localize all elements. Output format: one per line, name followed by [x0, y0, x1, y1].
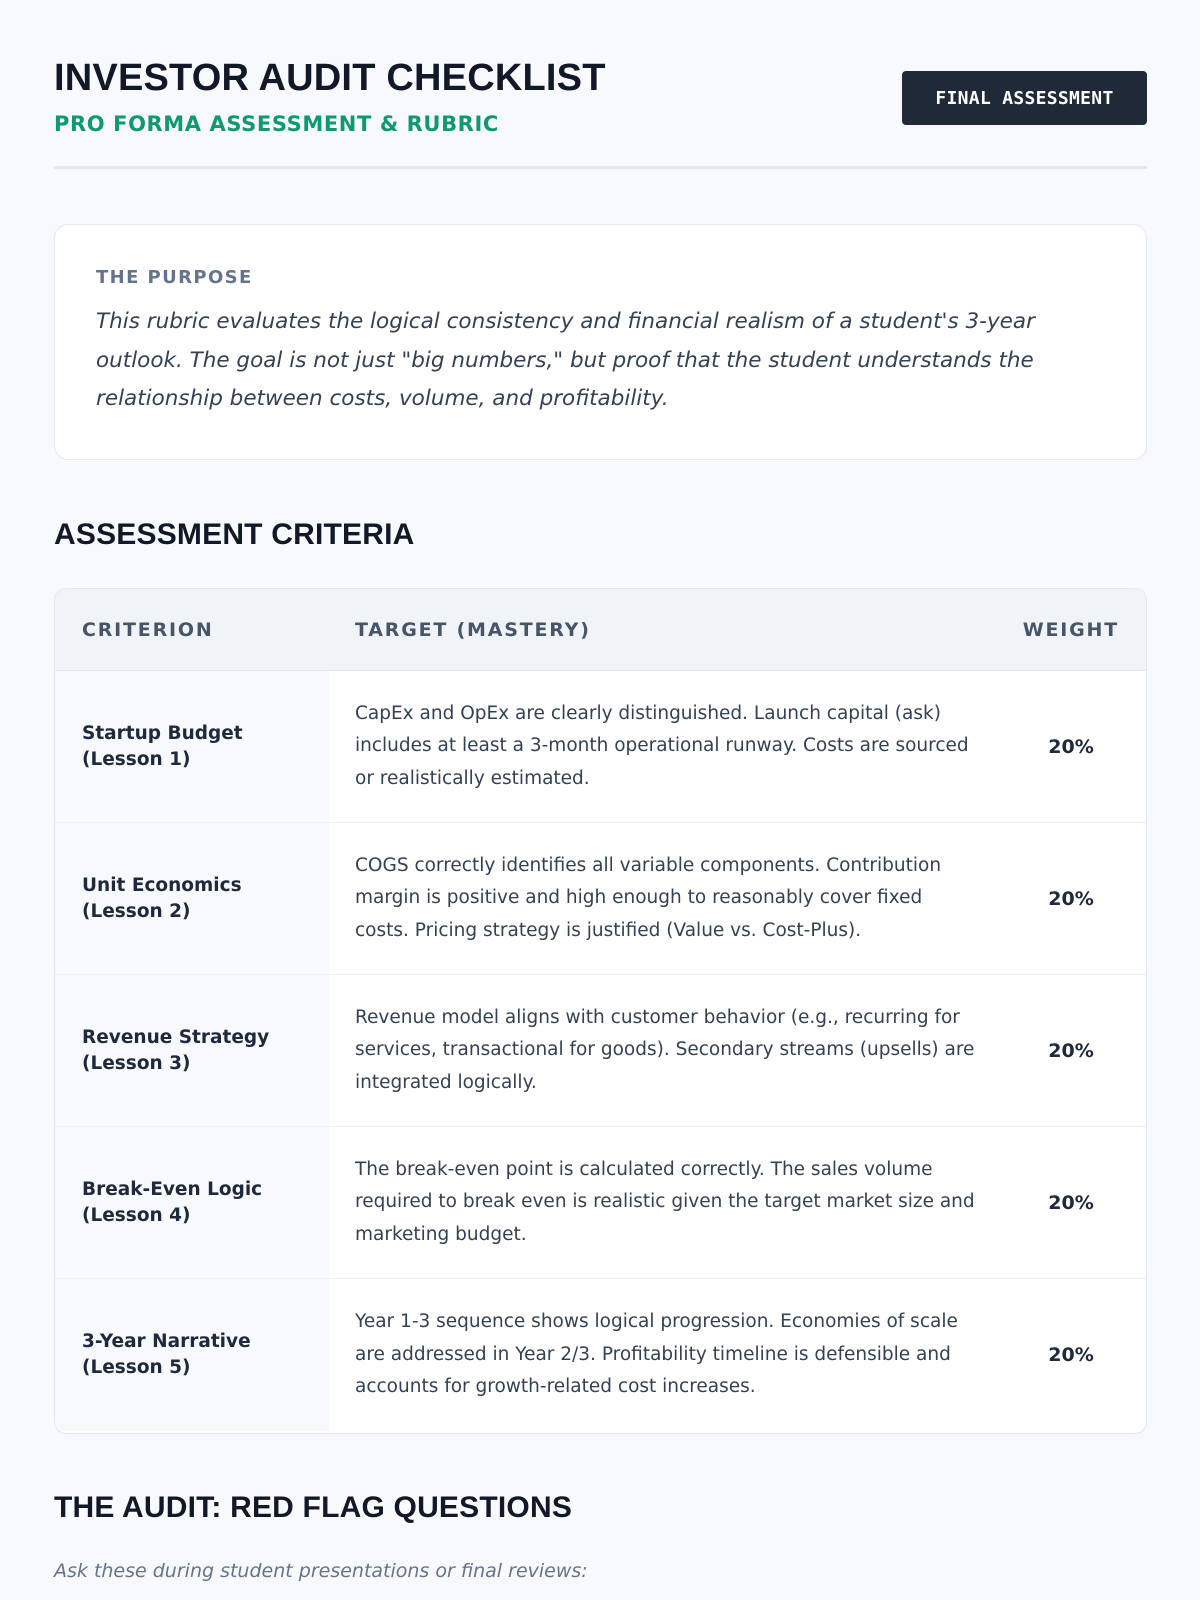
criterion-name: 3-Year Narrative	[82, 1331, 251, 1352]
table-row	[55, 823, 1146, 975]
target-text: CapEx and OpEx are clearly distinguished. Launch capital (ask) includes at least a 3-month operational runway. Costs are sourced or realistically estimated.	[355, 702, 969, 789]
table-row	[55, 671, 1146, 823]
weight-cell: 20%	[1048, 1039, 1094, 1062]
header	[54, 56, 1147, 168]
target-text: Revenue model aligns with customer behavior (e.g., recurring for services, transactional for goods). Secondary streams (upsells) are integrated logically.	[355, 1006, 975, 1093]
table-row	[55, 1127, 1146, 1279]
criterion-cell	[55, 823, 329, 974]
table-header	[55, 589, 1146, 671]
target-cell	[355, 975, 980, 1126]
page-title: INVESTOR AUDIT CHECKLIST	[54, 57, 606, 99]
criterion-cell	[55, 975, 329, 1126]
target-text: Year 1-3 sequence shows logical progression. Economies of scale are addressed in Year 2/3. Profitability timeline is defensible and accounts for growth-related cost increases.	[355, 1311, 958, 1398]
table-row	[55, 1279, 1146, 1431]
column-header-criterion: CRITERION	[82, 619, 214, 641]
criterion-cell	[55, 1279, 329, 1431]
criterion-cell	[55, 671, 329, 822]
purpose-label: THE PURPOSE	[96, 267, 253, 288]
criterion-name: Break-Even Logic	[82, 1178, 263, 1200]
column-header-weight: WEIGHT	[1022, 619, 1119, 641]
criterion-lesson: (Lesson 3)	[82, 1052, 191, 1074]
page-subtitle: PRO FORMA ASSESSMENT & RUBRIC	[54, 112, 499, 136]
criterion-lesson: (Lesson 5)	[82, 1357, 191, 1378]
audit-section-title: THE AUDIT: RED FLAG QUESTIONS	[54, 1491, 573, 1524]
target-cell	[355, 1279, 980, 1431]
purpose-card	[54, 224, 1147, 460]
purpose-text: This rubric evaluates the logical consistency and financial realism of a student's 3-year outlook. The goal is not just "big numbers," but proof that the student understands the relationship between costs, volume, and profitability.	[96, 309, 1035, 411]
header-divider	[54, 166, 1147, 169]
weight-cell: 20%	[1048, 1344, 1094, 1366]
criteria-table	[54, 588, 1147, 1434]
final-assessment-badge: FINAL ASSESSMENT	[902, 71, 1147, 125]
target-cell	[355, 1127, 980, 1278]
criterion-name: Revenue Strategy	[82, 1026, 270, 1048]
criterion-lesson: (Lesson 2)	[82, 900, 191, 922]
column-header-target: TARGET (MASTERY)	[355, 619, 591, 641]
target-cell	[355, 823, 980, 974]
criterion-lesson: (Lesson 4)	[82, 1204, 191, 1226]
criterion-lesson: (Lesson 1)	[82, 748, 191, 770]
weight-cell: 20%	[1048, 887, 1094, 910]
criteria-section-title: ASSESSMENT CRITERIA	[54, 518, 415, 551]
criterion-cell	[55, 1127, 329, 1278]
table-row	[55, 975, 1146, 1127]
audit-intro-note: Ask these during student presentations or final reviews:	[54, 1560, 588, 1582]
weight-cell: 20%	[1048, 1191, 1094, 1214]
criterion-name: Unit Economics	[82, 874, 242, 896]
weight-cell: 20%	[1048, 735, 1094, 758]
criterion-name: Startup Budget	[82, 722, 243, 744]
target-text: COGS correctly identifies all variable components. Contribution margin is positive and high enough to reasonably cover fixed costs. Pricing strategy is justified (Value vs. Cost-Plus).	[355, 854, 942, 941]
target-text: The break-even point is calculated correctly. The sales volume required to break even is realistic given the target market size and marketing budget.	[355, 1158, 975, 1245]
target-cell	[355, 671, 980, 822]
